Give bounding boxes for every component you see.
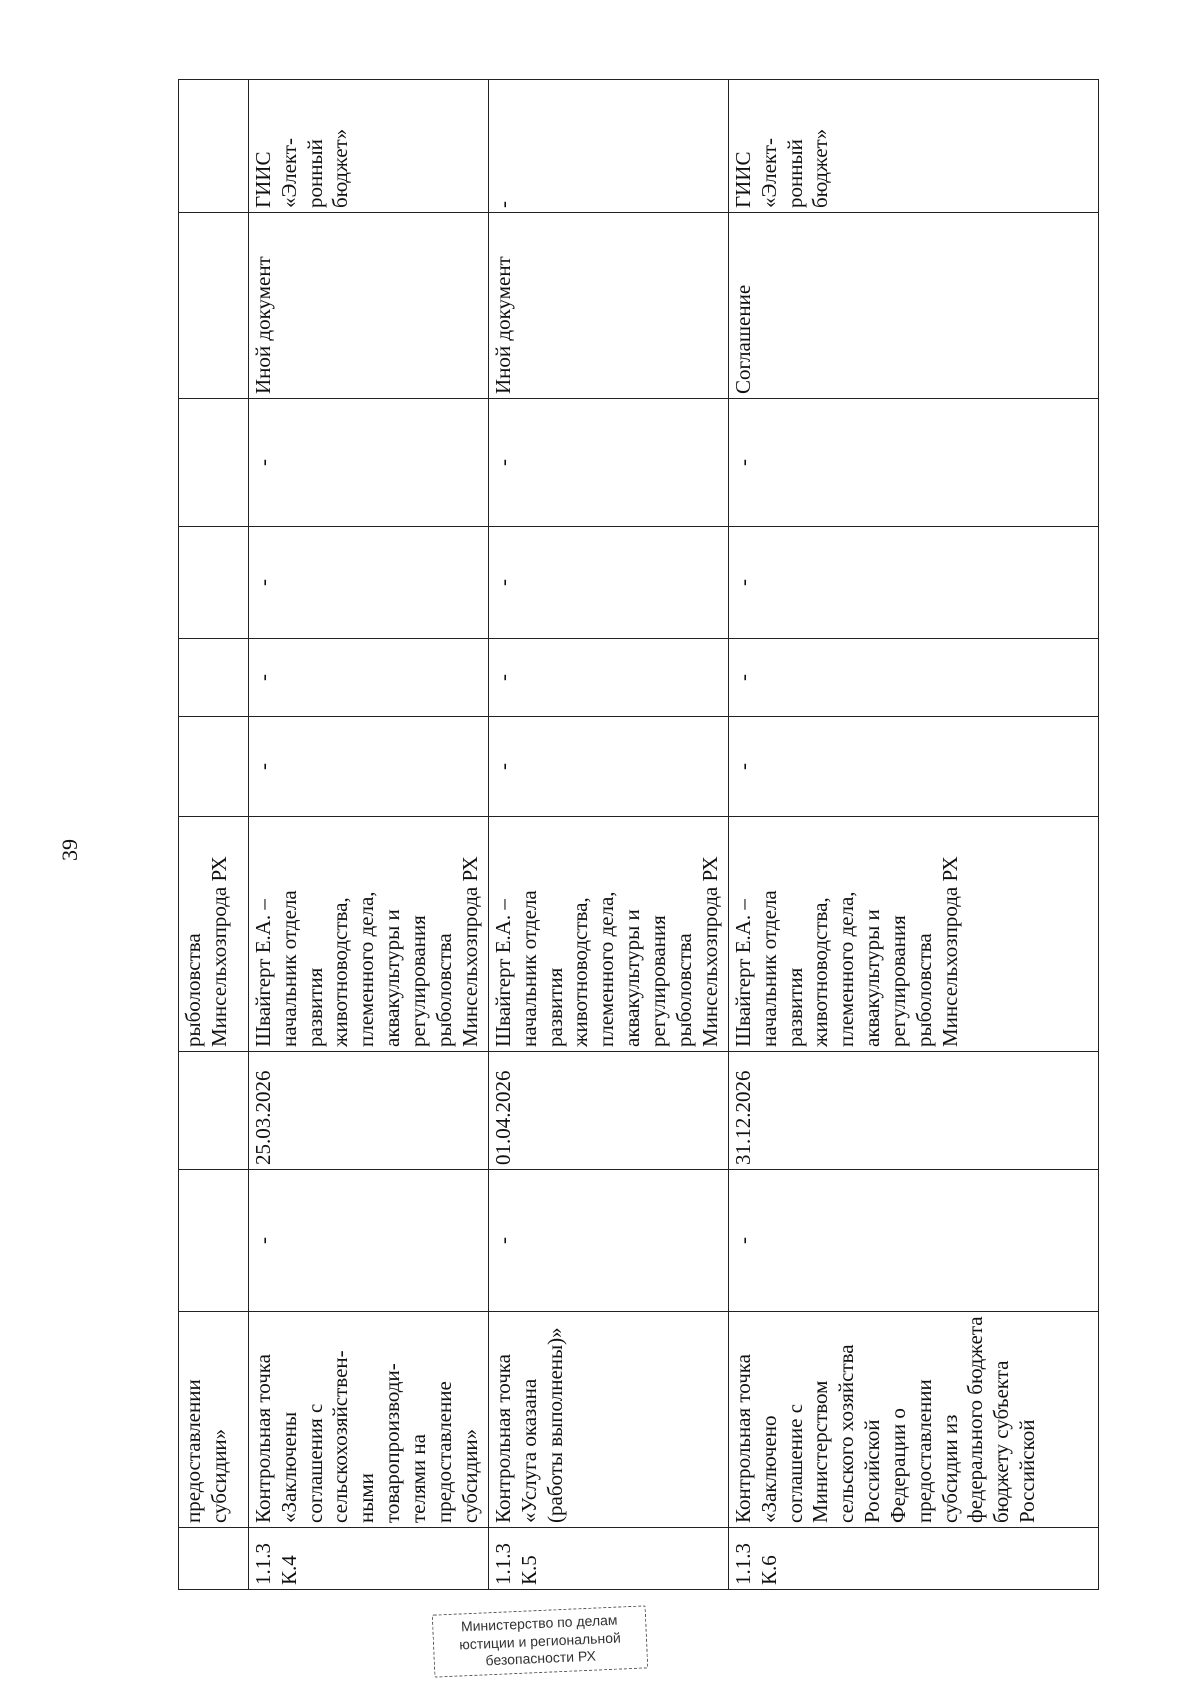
row-system [179,80,249,213]
row-responsible: Швайгерт Е.А. – начальник отдела развития животноводства, племенного дела, аквакультуры и регулирования рыболовства Минсельхозпрода РХ [489,817,729,1052]
control-points-table [178,79,1099,1590]
rotated-table-container [178,80,1098,1590]
ministry-stamp: Министерство по делам юстиции и региональной безопасности РХ [432,1605,649,1677]
row-date: 25.03.2026 [249,1052,489,1170]
page-number: 39 [57,839,82,861]
row-col8: - [249,527,489,639]
row-col6: - [249,717,489,817]
row-col9 [179,399,249,527]
row-number [179,1528,249,1590]
row-col8 [179,527,249,639]
row-col7: - [729,639,1099,717]
row-col7: - [249,639,489,717]
row-date: 31.12.2026 [729,1052,1099,1170]
row-name: предоставлении субсидии» [179,1312,249,1528]
row-col3 [179,1170,249,1312]
row-date [179,1052,249,1170]
row-col6: - [729,717,1099,817]
row-number: 1.1.3 К.4 [249,1528,489,1590]
row-col9: - [249,399,489,527]
table-row [729,80,1099,1590]
row-document: Иной документ [489,213,729,399]
table-row [249,80,489,1590]
row-responsible: Швайгерт Е.А. – начальник отдела развития животноводства, племенного дела, аквакультуры и регулирования рыболовства Минсельхозпрода РХ [729,817,1099,1052]
row-responsible: Швайгерт Е.А. – начальник отдела развития животноводства, племенного дела, аквакультуры и регулирования рыболовства Минсельхозпрода РХ [249,817,489,1052]
row-col8: - [489,527,729,639]
table-row [489,80,729,1590]
row-col9: - [489,399,729,527]
row-col6 [179,717,249,817]
row-col9: - [729,399,1099,527]
row-responsible: рыболовства Минсельхозпрода РХ [179,817,249,1052]
row-number: 1.1.3 К.5 [489,1528,729,1590]
row-col3: - [729,1170,1099,1312]
row-number: 1.1.3 К.6 [729,1528,1099,1590]
row-col3: - [249,1170,489,1312]
row-name: Контрольная точка «Заключены соглашения с сельскохозяйствен-ными товаропроизводи-телями на предоставление субсидии» [249,1312,489,1528]
row-col8: - [729,527,1099,639]
row-date: 01.04.2026 [489,1052,729,1170]
row-document: Иной документ [249,213,489,399]
row-col6: - [489,717,729,817]
row-col7 [179,639,249,717]
row-system: ГИИС «Элект-ронный бюджет» [729,80,1099,213]
row-name: Контрольная точка «Заключено соглашение с Министерством сельского хозяйства Российской Федерации о предоставлении субсидии из федерального бюджета бюджету субъекта Российской [729,1312,1099,1528]
row-system: - [489,80,729,213]
row-document: Соглашение [729,213,1099,399]
row-document [179,213,249,399]
row-col7: - [489,639,729,717]
table-row [179,80,249,1590]
row-system: ГИИС «Элект-ронный бюджет» [249,80,489,213]
row-name: Контрольная точка «Услуга оказана (работы выполнены)» [489,1312,729,1528]
row-col3: - [489,1170,729,1312]
